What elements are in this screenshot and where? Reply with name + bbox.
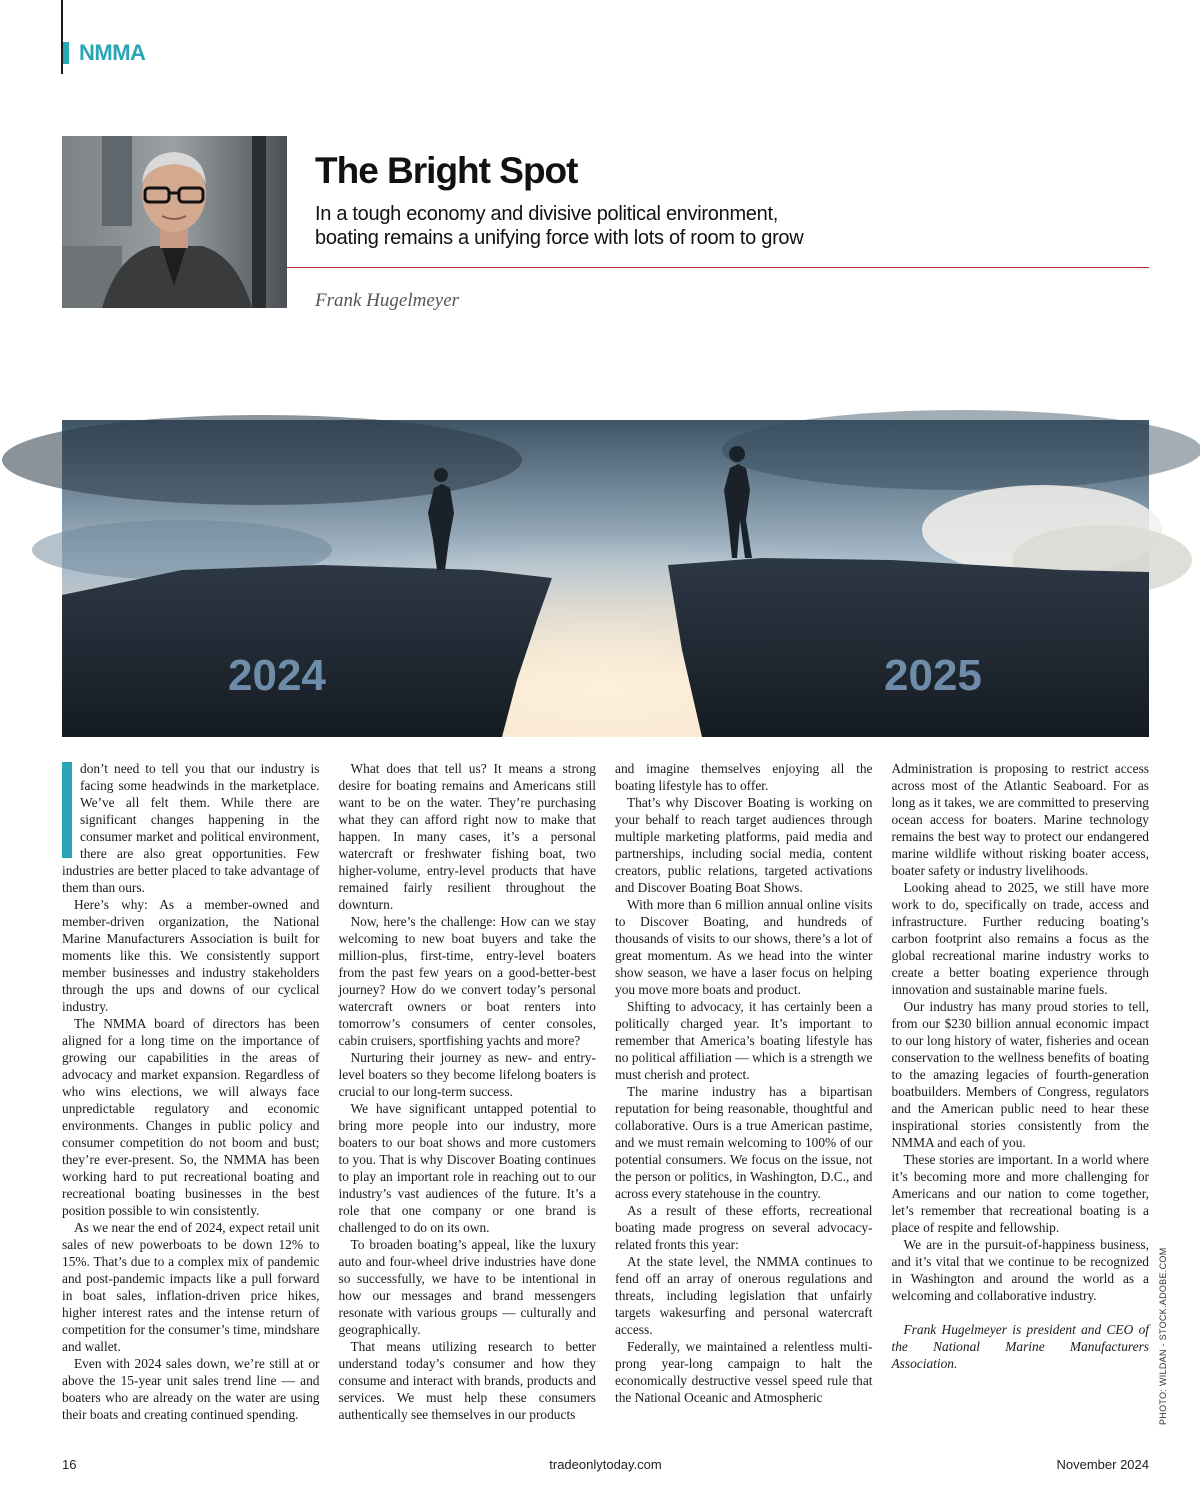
body-paragraph	[62, 760, 320, 896]
article-body	[62, 760, 1149, 1422]
hero-year-right: 2025	[884, 651, 982, 700]
body-paragraph: Shifting to advocacy, it has certainly been a politically charged year. It’s important to remember that America’s boating lifestyle has no political affiliation — which is a strength we must cherish and protect.	[615, 999, 873, 1082]
body-column-2	[338, 760, 597, 1422]
byline: Frank Hugelmeyer	[315, 290, 460, 311]
page-footer	[62, 1457, 1149, 1477]
body-paragraph: As a result of these efforts, recreational boating made progress on several advocacy-related fronts this year:	[615, 1203, 873, 1252]
headline-rule	[287, 267, 1149, 268]
body-column-3	[615, 760, 873, 1410]
section-label: NMMA	[79, 40, 146, 65]
drop-cap	[62, 762, 72, 858]
body-paragraph: These stories are important. In a world where it’s becoming more and more challenging for Americans and our nation to come together, let’s remember that recreational boating is a place of respite and fellowship.	[891, 1152, 1149, 1235]
photo-credit: PHOTO: WILDAN - STOCK.ADOBE.COM	[1158, 1247, 1168, 1425]
deck-line-1: In a tough economy and divisive political environment,	[315, 203, 778, 225]
body-paragraph: That’s why Discover Boating is working on your behalf to reach target audiences through multiple marketing platforms, paid media and partnerships, including social media, content creators, public relations, targeted activations and Discover Boating Boat Shows.	[615, 795, 873, 895]
article-deck	[315, 202, 1135, 250]
body-paragraph: Now, here’s the challenge: How can we stay welcoming to new boat buyers and take the million-plus, first-time, entry-level boaters from the past few years on a good-better-best journey? How do we convert today’s personal watercraft owners or boat renters into tomorrow’s consumers of center consoles, cabin cruisers, sportfishing yachts and more?	[338, 914, 596, 1048]
article-title: The Bright Spot	[315, 150, 578, 191]
body-paragraph: The marine industry has a bipartisan reputation for being reasonable, thoughtful and collaborative. Ours is a true American pastime, and we must remain welcoming to 100% of our potential consumers. We focus on the issue, not the person or politics, in Washington, D.C., and across every statehouse in the country.	[615, 1084, 873, 1201]
body-paragraph: The NMMA board of directors has been aligned for a long time on the importance of growing our capabilities in the areas of advocacy and market expansion. Regardless of who wins elections, we will always face unpredictable regulatory and economic environments. Changes in public policy and consumer competition do not boom and bust; they’re ever-present. So, the NMMA has been working hard to put recreational boating and recreational boating businesses in the best position possible to win consistently.	[62, 1016, 320, 1218]
page-number: 16	[62, 1457, 77, 1472]
section-tag	[63, 40, 145, 66]
body-paragraph: What does that tell us? It means a strong desire for boating remains and Americans still want to be on the water. They’re purchasing what they can afford right now to make that happen. In many cases, it’s a personal watercraft or freshwater fishing boat, two higher-volume, entry-level products that have remained fairly resilient throughout the downturn.	[338, 761, 596, 912]
headline-block	[315, 150, 1135, 250]
hero-image	[62, 420, 1149, 737]
body-paragraph: We have significant untapped potential to bring more people into our industry, more boaters to our boat shows and more customers to you. That is why Discover Boating continues to play an important role in reaching out to our industry’s vast audiences of the future. It’s a role that one company or one brand is challenged to do on its own.	[338, 1101, 596, 1235]
body-paragraph: Even with 2024 sales down, we’re still at or above the 15-year unit sales trend line — and boaters who are already on the water are using their boats and creating continued spending.	[62, 1356, 320, 1422]
body-paragraph: With more than 6 million annual online visits to Discover Boating, and hundreds of thousands of visits to our shows, there’s a lot of great momentum. As we head into the winter show season, we have a laser focus on helping you move more boats and product.	[615, 897, 873, 997]
section-tag-bar	[63, 42, 69, 64]
paragraph-text: don’t need to tell you that our industry is facing some headwinds in the marketplace. We’ve all felt them. While there are significant changes happening in the consumer market and political environment, there are also great opportunities. Few industries are better placed to take advantage of them than ours.	[62, 761, 320, 895]
body-paragraph: To broaden boating’s appeal, like the luxury auto and four-wheel drive industries have done so successfully, we have to be intentional in how our messages and brand messengers resonate with various groups — culturally and geographically.	[338, 1237, 596, 1337]
body-paragraph: We are in the pursuit-of-happiness business, and it’s vital that we continue to be recognized in Washington and around the world as a welcoming and collaborative industry.	[891, 1237, 1149, 1303]
body-paragraph: and imagine themselves enjoying all the boating lifestyle has to offer.	[615, 761, 873, 793]
body-paragraph: Looking ahead to 2025, we still have more work to do, specifically on trade, access and infrastructure. Further reducing boating’s carbon footprint also remains a focus as the global recreational marine industry works to create a better boating experience through innovation and sustainable marine fuels.	[891, 880, 1149, 997]
body-paragraph: As we near the end of 2024, expect retail unit sales of new powerboats to be down 12% to 15%. That’s due to a complex mix of pandemic and post-pandemic impacts like a pull forward in boat sales, inflation-driven price hikes, higher interest rates and the intense return of competition for the consumer’s time, mindshare and wallet.	[62, 1220, 320, 1354]
body-column-4	[892, 760, 1150, 1410]
body-column-1	[62, 760, 320, 1422]
deck-line-2: boating remains a unifying force with lots of room to grow	[315, 227, 804, 249]
body-paragraph: Administration is proposing to restrict access across most of the Atlantic Seaboard. For as long as it takes, we are committed to preserving ocean access for boaters. Marine technology remains the best way to protect our endangered marine wildlife without risking boater access, boater safety or industry livelihoods.	[891, 761, 1149, 878]
body-paragraph: Here’s why: As a member-owned and member-driven organization, the National Marine Manufacturers Association is built for moments like this. We consistently support member businesses and industry stakeholders through the ups and downs of our cyclical industry.	[62, 897, 320, 1014]
hero-year-left: 2024	[228, 651, 326, 700]
footer-site: tradeonlytoday.com	[549, 1457, 662, 1472]
body-paragraph: At the state level, the NMMA continues to fend off an array of onerous regulations and threats, including legislation that unfairly targets wakesurfing and personal watercraft access.	[615, 1254, 873, 1337]
author-signoff: Frank Hugelmeyer is president and CEO of the National Marine Manufacturers Association.	[891, 1322, 1149, 1371]
body-paragraph: Our industry has many proud stories to tell, from our $230 billion annual economic impact to our long history of water, fisheries and ocean conservation to the wellness benefits of boating to the amazing legacies of fourth-generation boatbuilders. Members of Congress, regulators and the American public need to hear these inspirational stories consistently from the NMMA and each of you.	[891, 999, 1149, 1150]
body-paragraph: Nurturing their journey as new- and entry-level boaters so they become lifelong boaters is crucial to our long-term success.	[338, 1050, 596, 1099]
body-paragraph: That means utilizing research to better understand today’s consumer and how they consume and interact with brands, products and services. We must help these consumers authentically see themselves in our products	[338, 1339, 596, 1422]
footer-date: November 2024	[1056, 1457, 1149, 1472]
body-paragraph: Federally, we maintained a relentless multi-prong year-long campaign to halt the economically destructive vessel speed rule that the National Oceanic and Atmospheric	[615, 1339, 873, 1405]
author-portrait	[62, 136, 287, 308]
